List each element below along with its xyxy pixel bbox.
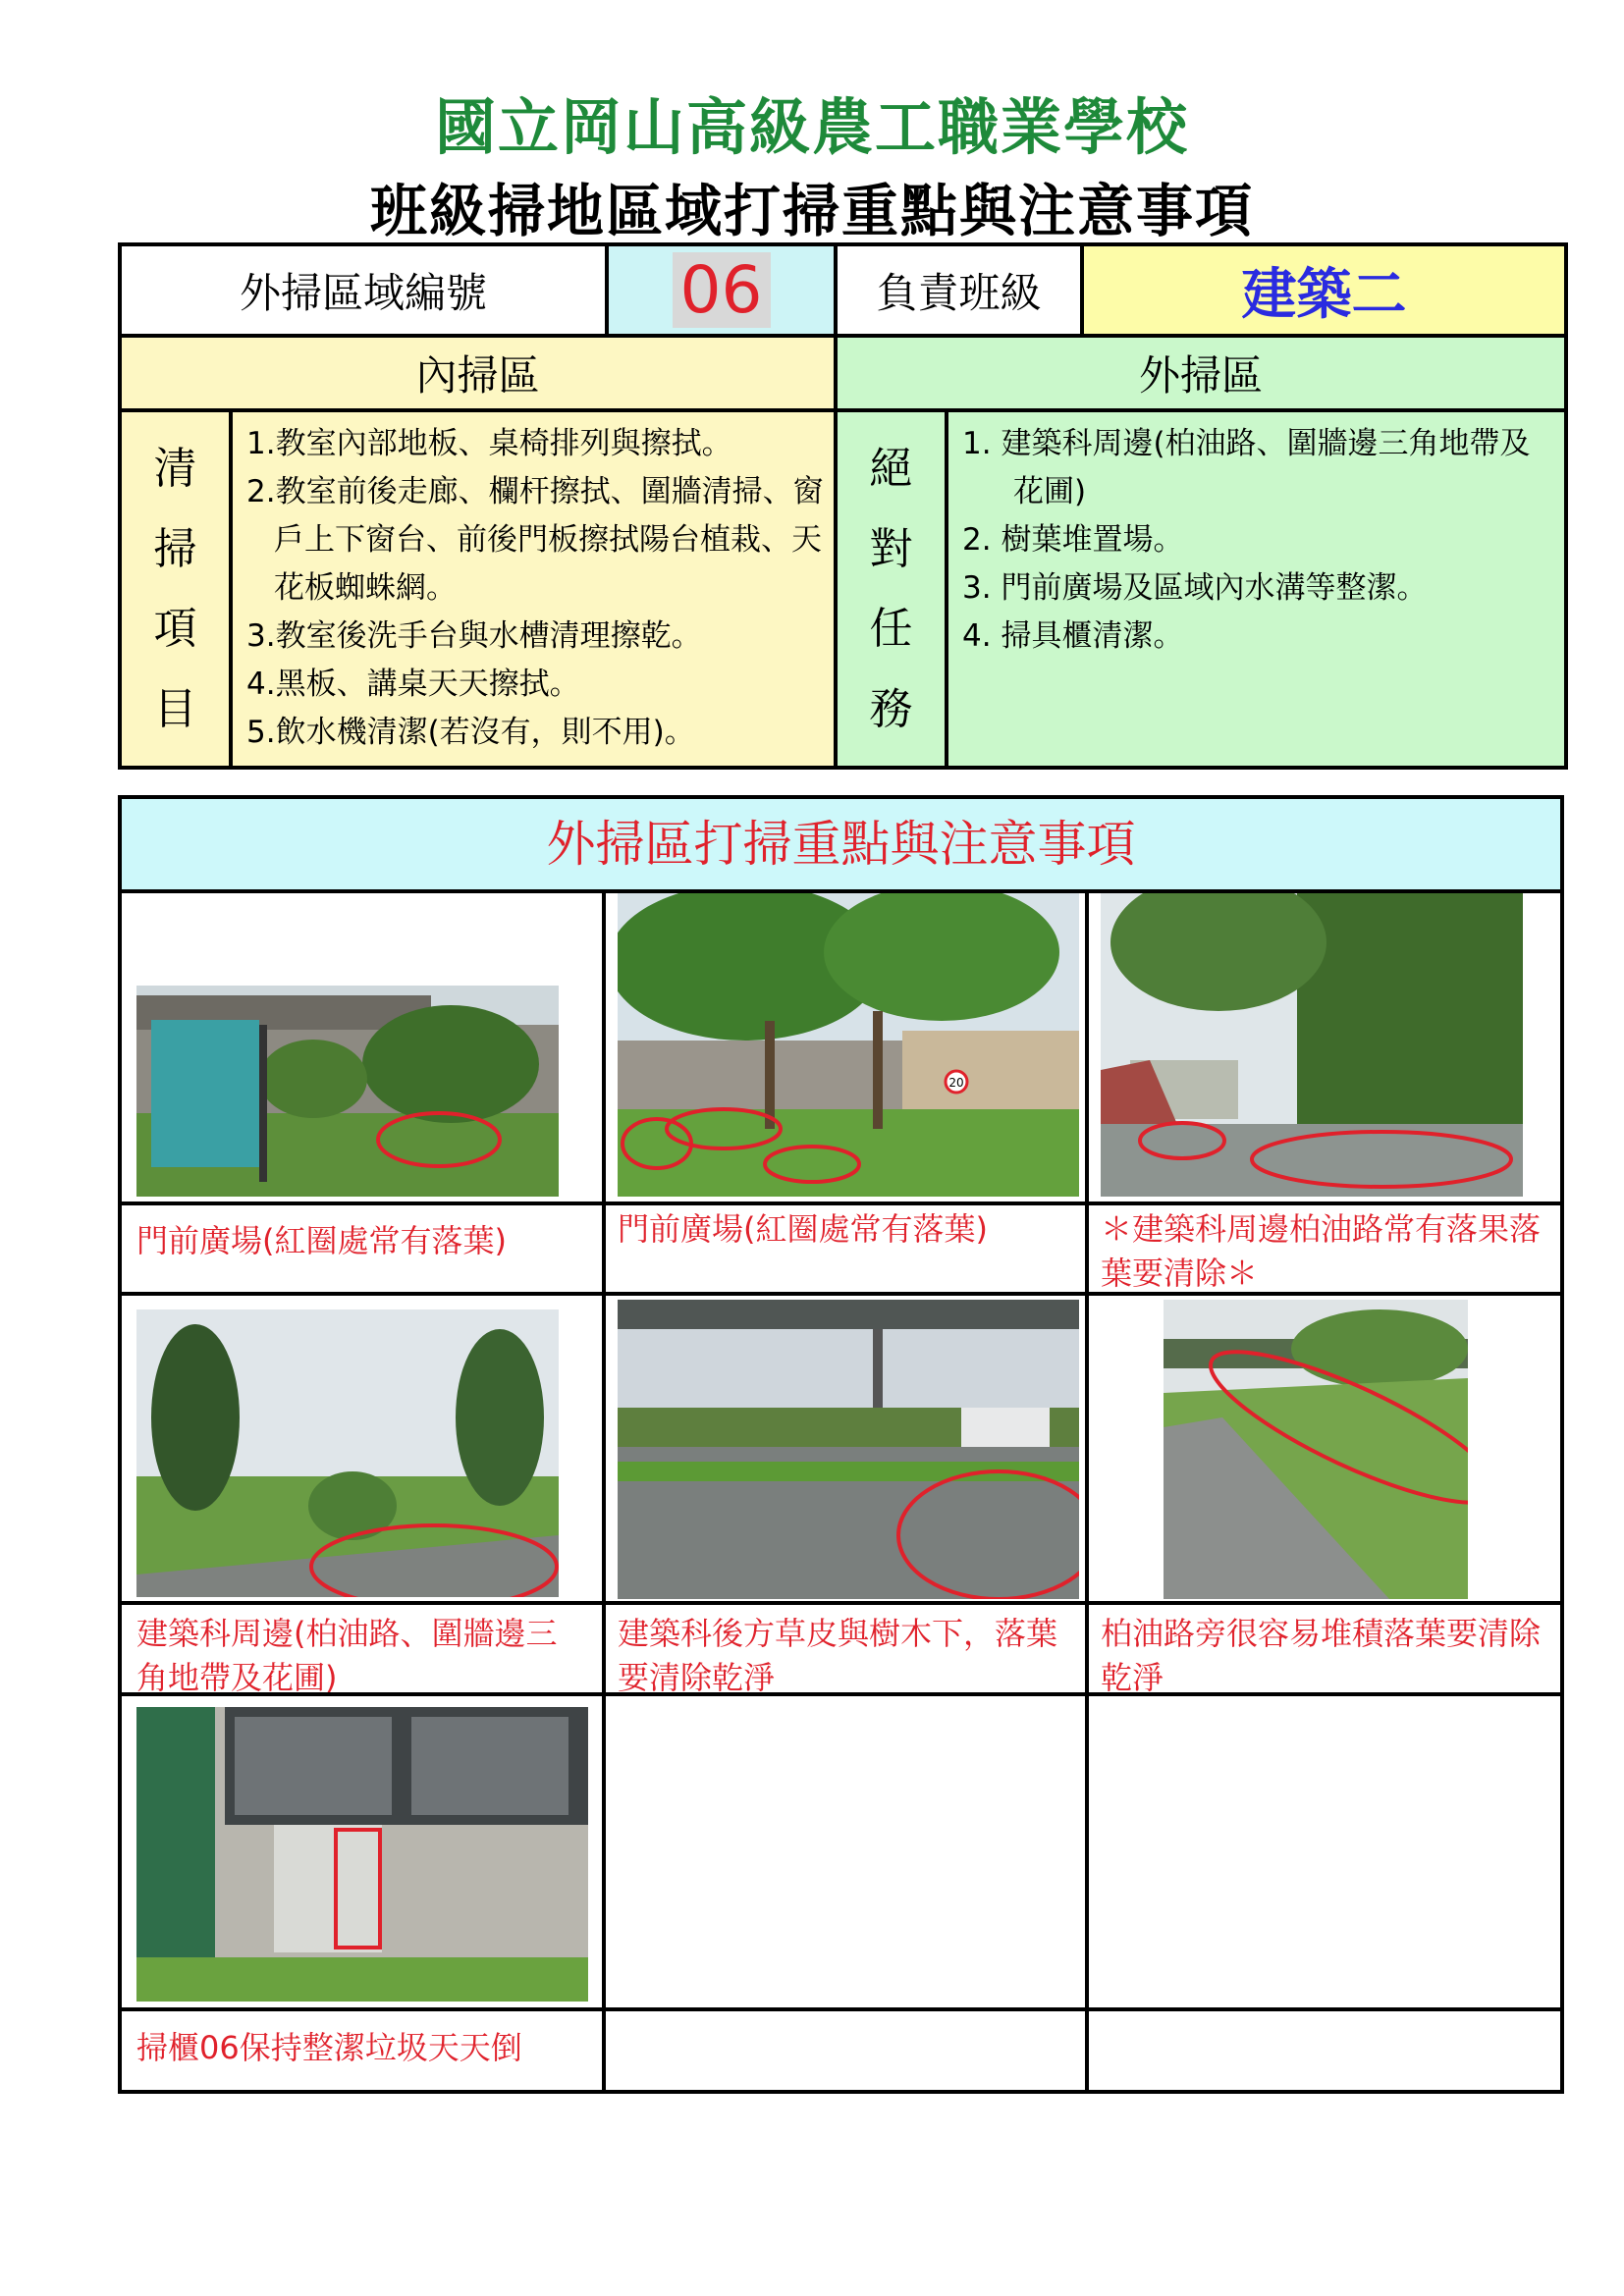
area-number: 06 [673, 252, 771, 328]
caption-3: ＊建築科周邊柏油路常有落果落葉要清除＊ [1101, 1210, 1542, 1292]
photo-behind-building [618, 1300, 1079, 1599]
outer-task-item: 4. 掃具櫃清潔。 [962, 618, 1184, 655]
notes-title: 外掃區打掃重點與注意事項 [122, 799, 1560, 893]
inner-task-item: 4.黑板、講桌天天擦拭。 [246, 667, 580, 703]
notes-panel [118, 795, 1564, 2094]
side-char: 絕 [869, 444, 913, 495]
side-char: 務 [869, 683, 913, 734]
photo-asphalt-road [1101, 893, 1523, 1197]
inner-side-label [120, 410, 231, 768]
outer-side-label [836, 410, 947, 768]
area-number-label: 外掃區域編號 [120, 244, 607, 336]
caption-7: 掃櫃06保持整潔垃圾天天倒 [136, 2029, 522, 2066]
school-name: 國立岡山高級農工職業學校 [434, 91, 1189, 163]
photo-storage-cabinet [136, 1707, 588, 2002]
class-label: 負責班級 [836, 244, 1082, 336]
inner-task-item: 5.飲水機清潔(若沒有，則不用)。 [246, 715, 695, 751]
assignment-table [118, 242, 1568, 770]
side-char: 目 [153, 683, 197, 734]
outer-task-item: 1. 建築科周邊(柏油路、圍牆邊三角地帶及花圃) [962, 426, 1531, 510]
outer-task-item: 3. 門前廣場及區域內水溝等整潔。 [962, 570, 1428, 607]
photo-road-edge [1164, 1300, 1468, 1599]
area-number-cell [607, 244, 836, 336]
side-char: 清 [153, 444, 197, 495]
inner-task-item: 3.教室後洗手台與水槽清理擦乾。 [246, 618, 702, 655]
side-char: 對 [869, 523, 913, 574]
caption-5: 建築科後方草皮與樹木下，落葉要清除乾淨 [618, 1615, 1058, 1696]
outer-task-list [947, 410, 1566, 768]
caption-1: 門前廣場(紅圈處常有落葉) [136, 1222, 507, 1259]
caption-6: 柏油路旁很容易堆積落葉要清除乾淨 [1101, 1615, 1542, 1696]
photo-front-plaza-2 [618, 893, 1079, 1197]
caption-2: 門前廣場(紅圈處常有落葉) [618, 1210, 988, 1248]
side-char: 項 [153, 604, 197, 655]
speed-sign-number: 20 [948, 1076, 964, 1090]
caption-4: 建築科周邊(柏油路、圍牆邊三角地帶及花圃) [136, 1615, 558, 1696]
side-char: 任 [869, 604, 913, 655]
page-title: 班級掃地區域打掃重點與注意事項 [369, 178, 1254, 244]
inner-task-list [231, 410, 836, 768]
inner-task-item: 2.教室前後走廊、欄杆擦拭、圍牆清掃、窗戶上下窗台、前後門板擦拭陽台植栽、天花板蜘蛛網。 [246, 474, 824, 607]
photo-garden-area [136, 1309, 559, 1597]
inner-task-item: 1.教室內部地板、桌椅排列與擦拭。 [246, 426, 732, 462]
outer-area-heading: 外掃區 [836, 336, 1566, 410]
side-char: 掃 [153, 523, 197, 574]
class-name: 建築二 [1082, 244, 1566, 336]
outer-task-item: 2. 樹葉堆置場。 [962, 522, 1184, 559]
photo-front-plaza-1 [136, 986, 559, 1197]
inner-area-heading: 內掃區 [120, 336, 836, 410]
